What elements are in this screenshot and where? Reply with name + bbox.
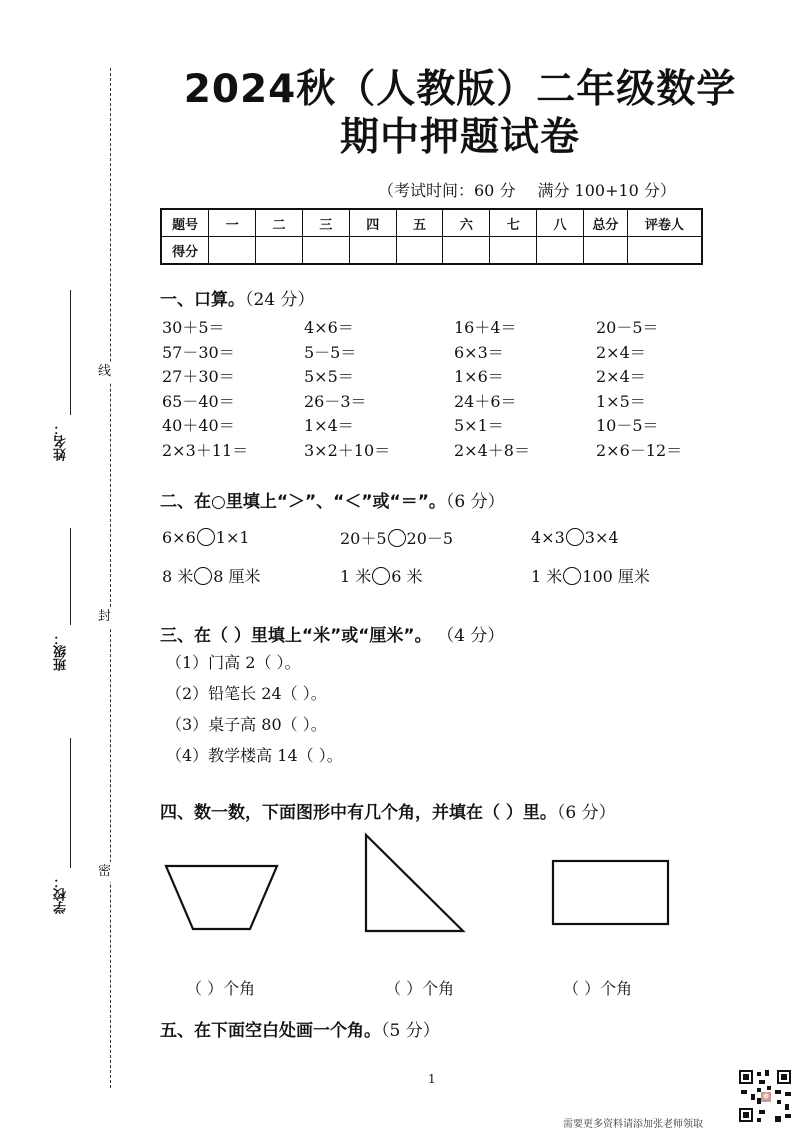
calc-item[interactable]: 1×4＝ (304, 416, 354, 436)
section1-points: （24 分） (245, 290, 315, 310)
calc-item[interactable]: 2×4＝ (596, 367, 646, 387)
calc-item[interactable]: 2×4＋8＝ (454, 440, 530, 460)
header-cell: 七 (490, 209, 537, 237)
unit-blank-item[interactable]: （3）桌子高 80（ ）。 (166, 715, 327, 734)
section5-title (160, 1016, 440, 1041)
school-label: 学校： (54, 875, 69, 914)
header-cell: 三 (302, 209, 349, 237)
qr-code-icon (737, 1068, 793, 1124)
compare-right: 3×4 (584, 527, 619, 547)
unit-blank-item[interactable]: （2）铅笔长 24（ ）。 (166, 684, 327, 703)
calc-item[interactable]: 2×4＝ (596, 342, 646, 362)
calc-item[interactable]: 24＋6＝ (454, 391, 517, 411)
calc-item[interactable]: 1×6＝ (454, 367, 504, 387)
compare-left: 4×3 (531, 527, 565, 547)
unit-blank-item[interactable]: （4）教学楼高 14（ ）。 (166, 746, 343, 765)
header-cell: 二 (256, 209, 303, 237)
calc-item[interactable]: 30＋5＝ (162, 318, 225, 337)
section3-title-text: 三、在（ ）里填上“米”或“厘米”。 (160, 626, 432, 646)
calc-item[interactable]: 6×3＝ (454, 342, 504, 362)
compare-left: 8 米 (162, 566, 194, 586)
section4-title-text: 四、数一数，下面图形中有几个角，并填在（ ）里。 (160, 803, 557, 823)
section3-points: （4 分） (445, 626, 505, 646)
angle-count-rectangle[interactable]: （ ）个角 (563, 979, 633, 998)
header-cell: 八 (537, 209, 584, 237)
section5-title-text: 五、在下面空白处画一个角。 (160, 1021, 381, 1041)
section4-points: （6 分） (556, 803, 616, 823)
angle-count-triangle[interactable]: （ ）个角 (385, 979, 455, 998)
calc-item[interactable]: 57－30＝ (162, 342, 235, 362)
calc-item[interactable]: 26－3＝ (304, 391, 367, 411)
section2-points: （6 分） (445, 492, 505, 512)
header-cell: 四 (349, 209, 396, 237)
rectangle-shape (553, 861, 668, 924)
header-cell: 一 (209, 209, 256, 237)
calc-item[interactable]: 1×5＝ (596, 391, 646, 411)
calc-item[interactable]: 2×6－12＝ (596, 440, 683, 460)
calc-item[interactable]: 65－40＝ (162, 391, 235, 411)
compare-left: 1 米 (531, 566, 563, 586)
calc-item[interactable]: 4×6＝ (304, 318, 354, 337)
header-cell: 五 (396, 209, 443, 237)
compare-right: 1×1 (215, 527, 250, 547)
section1-title-text: 一、口算。 (160, 290, 245, 310)
title-line-2: 期中押题试卷 (339, 115, 580, 160)
calc-item[interactable]: 3×2＋10＝ (304, 440, 391, 460)
header-cell: 总分 (583, 209, 627, 237)
name-label: 姓名： (54, 422, 69, 461)
compare-left: 6×6 (162, 527, 196, 547)
calc-item[interactable]: 5×5＝ (304, 367, 354, 387)
calc-item[interactable]: 16＋4＝ (454, 318, 517, 337)
header-cell: 评卷人 (627, 209, 702, 237)
binding-char-xian: 线 (98, 362, 111, 382)
binding-char-mi: 密 (98, 862, 111, 882)
compare-left: 1 米 (340, 566, 372, 586)
page-number: 1 (428, 1072, 436, 1086)
compare-right: 20－5 (406, 528, 454, 548)
calc-item[interactable]: 2×3＋11＝ (162, 440, 249, 460)
calc-item[interactable]: 40＋40＝ (162, 416, 235, 436)
compare-right: 100 厘米 (582, 566, 650, 586)
class-label: 班级： (54, 632, 69, 671)
calc-item[interactable]: 10－5＝ (596, 416, 659, 436)
exam-full-score: 满分 100+10 分） (537, 181, 676, 200)
calc-item[interactable]: 5－5＝ (304, 342, 357, 362)
compare-right: 8 厘米 (213, 566, 261, 586)
angle-count-trapezoid[interactable]: （ ）个角 (186, 979, 256, 998)
header-cell: 题号 (161, 209, 209, 237)
compare-right: 6 米 (391, 566, 423, 586)
row-label-cell: 得分 (161, 237, 209, 265)
section5-points: （5 分） (381, 1021, 440, 1041)
section2-title-text: 二、在○里填上“＞”、“＜”或“＝”。 (160, 492, 446, 512)
unit-blank-item[interactable]: （1）门高 2（ ）。 (166, 653, 301, 672)
compare-left: 20＋5 (340, 528, 387, 548)
calc-item[interactable]: 20－5＝ (596, 318, 659, 337)
title-line-1: 2024秋（人教版）二年级数学 (183, 67, 737, 112)
header-cell: 六 (443, 209, 490, 237)
exam-time: （考试时间：60 分 (378, 181, 516, 200)
calc-item[interactable]: 5×1＝ (454, 416, 504, 436)
right-triangle-shape (366, 835, 463, 931)
trapezoid-shape (166, 866, 277, 929)
footer-note: 需要更多资料请添加张老师领取 (563, 1119, 703, 1130)
calc-item[interactable]: 27＋30＝ (162, 367, 235, 387)
binding-char-feng: 封 (98, 607, 111, 627)
